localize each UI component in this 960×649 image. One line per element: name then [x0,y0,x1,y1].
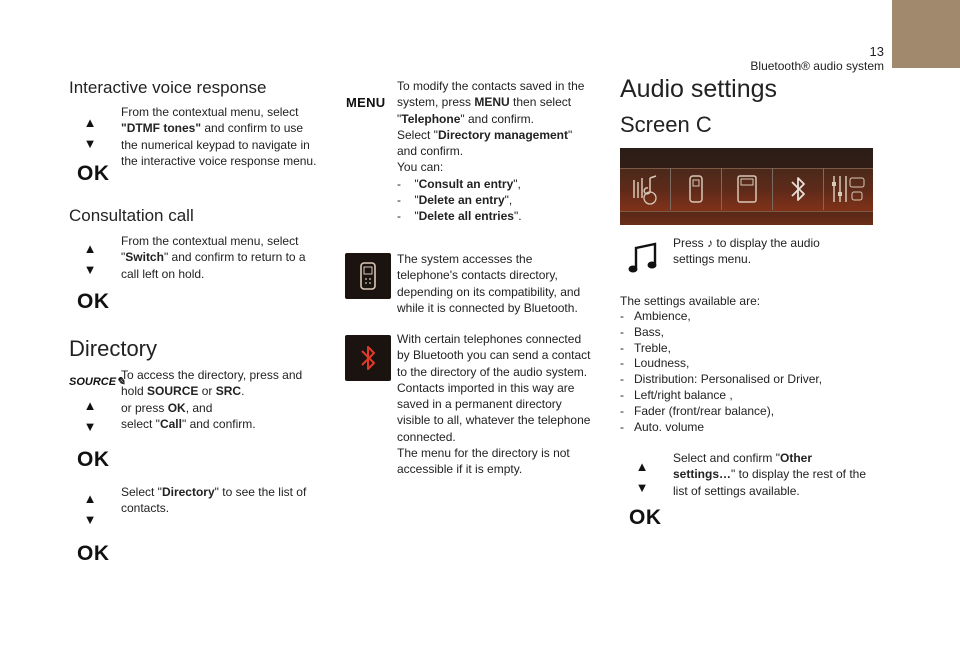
ok-key-icon: OK [629,506,662,529]
ivr-heading: Interactive voice response [69,78,267,97]
text-line: From the contextual menu, select [121,234,299,248]
source-key-icon: SOURCE✎ [69,376,126,388]
music-note-icon [627,242,659,281]
up-arrow-icon: ▲ [83,115,97,130]
text-line: Select "Directory management" [397,127,573,142]
text-line: hold SOURCE or SRC. [121,384,245,399]
text-line: list of settings available. [673,483,800,498]
text-line: or press OK, and [121,400,213,415]
list-item: - Ambience, [620,309,691,323]
text-line: to the directory of the audio system. [397,364,588,379]
text-line: "DTMF tones" and confirm to use [121,121,304,136]
text-line: To access the directory, press and [121,368,303,382]
text-line: while it is connected by Bluetooth. [397,300,578,315]
list-item-text: Bass, [634,324,665,339]
audio-heading: Audio settings [620,75,778,103]
press-rest: to display the audio [716,236,820,250]
list-item-text: Ambience, [634,309,691,323]
text-line: To modify the contacts saved in the [397,79,585,93]
text-line: accessible if it is empty. [397,462,523,477]
list-item-text: Distribution: Personalised or Driver, [634,372,823,387]
text-line: From the contextual menu, select [121,105,299,119]
phone-icon [345,253,391,299]
audio-settings-screen-icon [620,168,671,210]
confirm-text [673,450,878,499]
text-line: "Switch" and confirm to return to a [121,250,306,265]
list-item: - Loudness, [620,356,690,371]
text-line: Select and confirm "Other [673,451,812,465]
text-line: select "Call" and confirm. [121,416,256,431]
up-down-keys [634,460,650,494]
text-line: The system accesses the [397,252,533,266]
text-line: telephone's contacts directory, [397,268,558,283]
directory-text [121,367,331,432]
directory-select-text [121,484,331,517]
text-line: visible to all, whatever the telephone [397,413,591,428]
down-arrow-icon: ▼ [83,262,97,277]
ivr-text [121,104,331,169]
text-line: depending on its compatibility, and [397,284,581,299]
ok-key-icon: OK [77,162,110,185]
down-arrow-icon: ▼ [83,419,97,434]
text-line [673,235,873,251]
media-screen-icon [722,168,773,210]
phone-screen-icon [671,168,722,210]
list-item-text: Treble, [634,340,671,355]
up-down-keys [82,399,98,433]
text-line: connected. [397,429,456,444]
up-arrow-icon: ▲ [83,491,97,506]
consult-heading: Consultation call [69,206,194,225]
ok-key-icon: OK [77,542,110,565]
list-item: - Treble, [620,340,671,355]
text-line: call left on hold. [121,266,205,281]
text-line: The menu for the directory is not [397,446,570,461]
ok-key-icon: OK [77,290,110,313]
menu-key-icon: MENU [346,95,386,110]
text-line: You can: [397,160,444,175]
up-arrow-icon: ▲ [83,398,97,413]
settings-screen-icon [824,168,874,210]
bluetooth-icon [345,335,391,381]
up-down-keys [82,242,98,276]
running-title: Bluetooth® audio system [750,59,884,73]
screen-c-display [620,148,873,225]
list-item: - Bass, [620,324,665,339]
text-line: Contacts imported in this way are [397,380,575,395]
option-line: - "Delete all entries". [397,209,522,224]
small-music-note-icon: ♪ [707,236,714,250]
ok-key-icon: OK [77,448,110,471]
text-line: settings menu. [673,252,752,267]
list-item: - Auto. volume [620,419,705,434]
directory-heading: Directory [69,336,158,361]
text-line: With certain telephones connected [397,332,582,346]
bluetooth-screen-icon [773,168,824,210]
up-down-keys [82,492,98,526]
list-item: - Fader (front/rear balance), [620,403,775,418]
screen-c-heading: Screen C [620,112,712,137]
press-text [673,235,873,268]
down-arrow-icon: ▼ [83,136,97,151]
option-line: - "Consult an entry", [397,176,521,191]
import-text [397,331,599,478]
text-line: contacts. [121,501,170,516]
up-arrow-icon: ▲ [635,459,649,474]
text-line: settings…" to display the rest of the [673,467,867,482]
modify-text [397,78,597,225]
text-line: Select "Directory" to see the list of [121,485,307,499]
press-word: Press [673,236,704,250]
chapter-tab [892,0,960,68]
up-arrow-icon: ▲ [83,241,97,256]
text-line: the interactive voice response menu. [121,153,317,168]
source-key-label: SOURCE [69,376,117,388]
list-item-text: Left/right balance , [634,387,733,402]
consult-text [121,233,331,282]
list-item-text: Auto. volume [634,419,705,434]
text-line: system, press MENU then select [397,95,572,110]
list-item-text: Fader (front/rear balance), [634,403,775,418]
up-down-keys [82,116,98,150]
option-line: - "Delete an entry", [397,193,513,208]
page-number: 13 [869,44,884,59]
text-line: and confirm. [397,144,464,159]
list-item: - Distribution: Personalised or Driver, [620,372,823,387]
list-item-text: Loudness, [634,356,690,371]
text-line: by Bluetooth you can send a contact [397,348,591,363]
down-arrow-icon: ▼ [635,480,649,495]
available-text: The settings available are: [620,294,761,308]
settings-list [620,309,880,435]
text-line: "Telephone" and confirm. [397,111,535,126]
access-text [397,251,597,316]
list-item: - Left/right balance , [620,387,733,402]
text-line: the numerical keypad to navigate in [121,137,310,152]
text-line: saved in a permanent directory [397,397,562,412]
down-arrow-icon: ▼ [83,512,97,527]
